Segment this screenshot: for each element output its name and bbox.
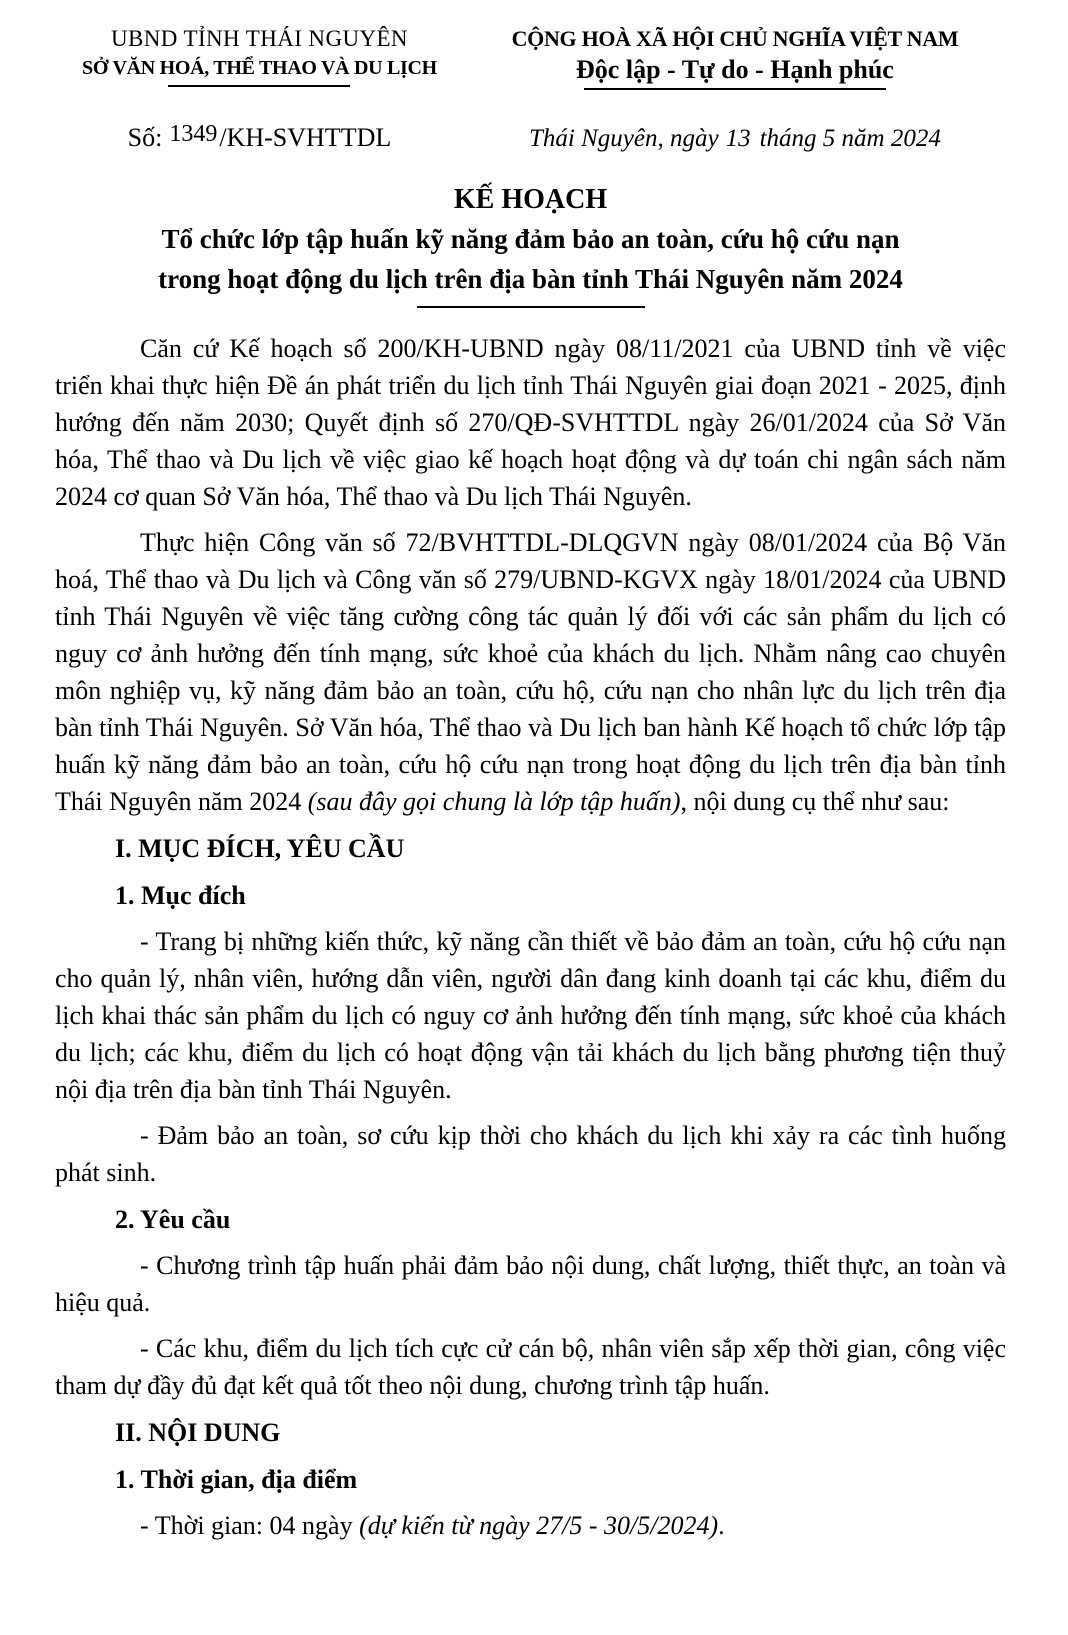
national-motto: Độc lập - Tự do - Hạnh phúc bbox=[576, 55, 894, 84]
doc-number-value: 1349 bbox=[169, 121, 218, 147]
subsection-heading-1-2: 2. Yêu cầu bbox=[115, 1205, 231, 1234]
dateline-suffix: tháng 5 năm 2024 bbox=[759, 125, 941, 152]
doc-type: KẾ HOẠCH bbox=[453, 184, 608, 215]
paragraph-2-main: Thực hiện Công văn số 72/BVHTTDL-DLQGVN ngày 08/01/2024 của Bộ Văn hoá, Thể thao và Du lịch và Công văn số 279/UBND-KGVX ngày 18/01/2024 của UBND tỉnh Thái Nguyên về việc tăng cường công tác quản lý đối với các sản phẩm du lịch có nguy cơ ảnh hưởng đến tính mạng, sức khoẻ của khách du lịch. Nhằm nâng cao chuyên môn nghiệp vụ, kỹ năng đảm bảo an toàn, cứu hộ, cứu nạn cho nhân lực du lịch trên địa bàn tỉnh Thái Nguyên. Sở Văn hóa, Thể thao và Du lịch ban hành Kế hoạch tổ chức lớp tập huấn kỹ năng đảm bảo an toàn, cứu hộ cứu nạn trong hoạt động du lịch trên địa bàn tỉnh Thái Nguyên năm 2024 bbox=[55, 528, 1006, 816]
dateline-prefix: Thái Nguyên, ngày bbox=[529, 125, 719, 152]
title-block bbox=[55, 181, 1006, 308]
paragraph-legal-basis-1: Căn cứ Kế hoạch số 200/KH-UBND ngày 08/11/2021 của UBND tỉnh về việc triển khai thực hiện Đề án phát triển du lịch tỉnh Thái Nguyên giai đoạn 2021 - 2025, định hướng đến năm 2030; Quyết định số 270/QĐ-SVHTTDL ngày 26/01/2024 của Sở Văn hóa, Thể thao và Du lịch về việc giao kế hoạch hoạt động và dự toán chi ngân sách năm 2024 cơ quan Sở Văn hóa, Thể thao và Du lịch Thái Nguyên. bbox=[55, 334, 1006, 511]
subsection-heading-2-1: 1. Thời gian, địa điểm bbox=[115, 1465, 358, 1494]
document-header bbox=[55, 26, 1006, 153]
doc-number-suffix: /KH-SVHTTDL bbox=[219, 123, 392, 152]
paragraph-time-location bbox=[55, 1507, 1006, 1544]
paragraph-2-italic-note: (sau đây gọi chung là lớp tập huấn) bbox=[307, 787, 681, 816]
paragraph-2-end: , nội dung cụ thể như sau: bbox=[680, 787, 950, 816]
paragraph-requirement-2: - Các khu, điểm du lịch tích cực cử cán bộ, nhân viên sắp xếp thời gian, công việc tham dự đầy đủ đạt kết quả tốt theo nội dung, chương trình tập huấn. bbox=[55, 1334, 1006, 1400]
doc-title-line-2: trong hoạt động du lịch trên địa bàn tỉnh Thái Nguyên năm 2024 bbox=[158, 264, 903, 294]
national-title: CỘNG HOÀ XÃ HỘI CHỦ NGHĨA VIỆT NAM bbox=[511, 26, 959, 51]
dateline-day: 13 bbox=[725, 125, 751, 152]
paragraph-time-italic-note: (dự kiến từ ngày 27/5 - 30/5/2024) bbox=[359, 1511, 719, 1540]
dateline bbox=[464, 125, 1006, 153]
paragraph-legal-basis-2 bbox=[55, 524, 1006, 820]
motto-underline bbox=[584, 88, 886, 90]
doc-title-line-1: Tổ chức lớp tập huấn kỹ năng đảm bảo an toàn, cứu hộ cứu nạn bbox=[161, 224, 900, 254]
paragraph-purpose-1: - Trang bị những kiến thức, kỹ năng cần thiết về bảo đảm an toàn, cứu hộ cứu nạn cho quản lý, nhân viên, hướng dẫn viên, người dân đang kinh doanh tại các khu, điểm du lịch khai thác sản phẩm du lịch có nguy cơ ảnh hưởng đến tính mạng, sức khoẻ của khách du lịch; các khu, điểm du lịch có hoạt động vận tải khách du lịch bằng phương tiện thuỷ nội địa trên địa bàn tỉnh Thái Nguyên. bbox=[55, 927, 1006, 1104]
org-underline bbox=[168, 85, 350, 87]
doc-number-line bbox=[55, 123, 464, 153]
subsection-heading-1-1: 1. Mục đích bbox=[115, 881, 246, 910]
org-department-name: SỞ VĂN HOÁ, THỂ THAO VÀ DU LỊCH bbox=[82, 57, 437, 79]
org-parent-name: UBND TỈNH THÁI NGUYÊN bbox=[110, 26, 408, 51]
section-heading-1: I. MỤC ĐÍCH, YÊU CẦU bbox=[115, 834, 405, 863]
national-motto-block bbox=[464, 26, 1006, 153]
title-underline bbox=[417, 306, 645, 308]
paragraph-purpose-2: - Đảm bảo an toàn, sơ cứu kịp thời cho khách du lịch khi xảy ra các tình huống phát sinh. bbox=[55, 1121, 1006, 1187]
issuing-org-block bbox=[55, 26, 464, 153]
paragraph-requirement-1: - Chương trình tập huấn phải đảm bảo nội dung, chất lượng, thiết thực, an toàn và hiệu quả. bbox=[55, 1251, 1006, 1317]
doc-number-label: Số: bbox=[127, 123, 163, 152]
document-body bbox=[55, 330, 1006, 1544]
section-heading-2: II. NỘI DUNG bbox=[115, 1418, 281, 1447]
paragraph-time-end: . bbox=[718, 1511, 725, 1540]
paragraph-time-main: - Thời gian: 04 ngày bbox=[140, 1511, 360, 1540]
